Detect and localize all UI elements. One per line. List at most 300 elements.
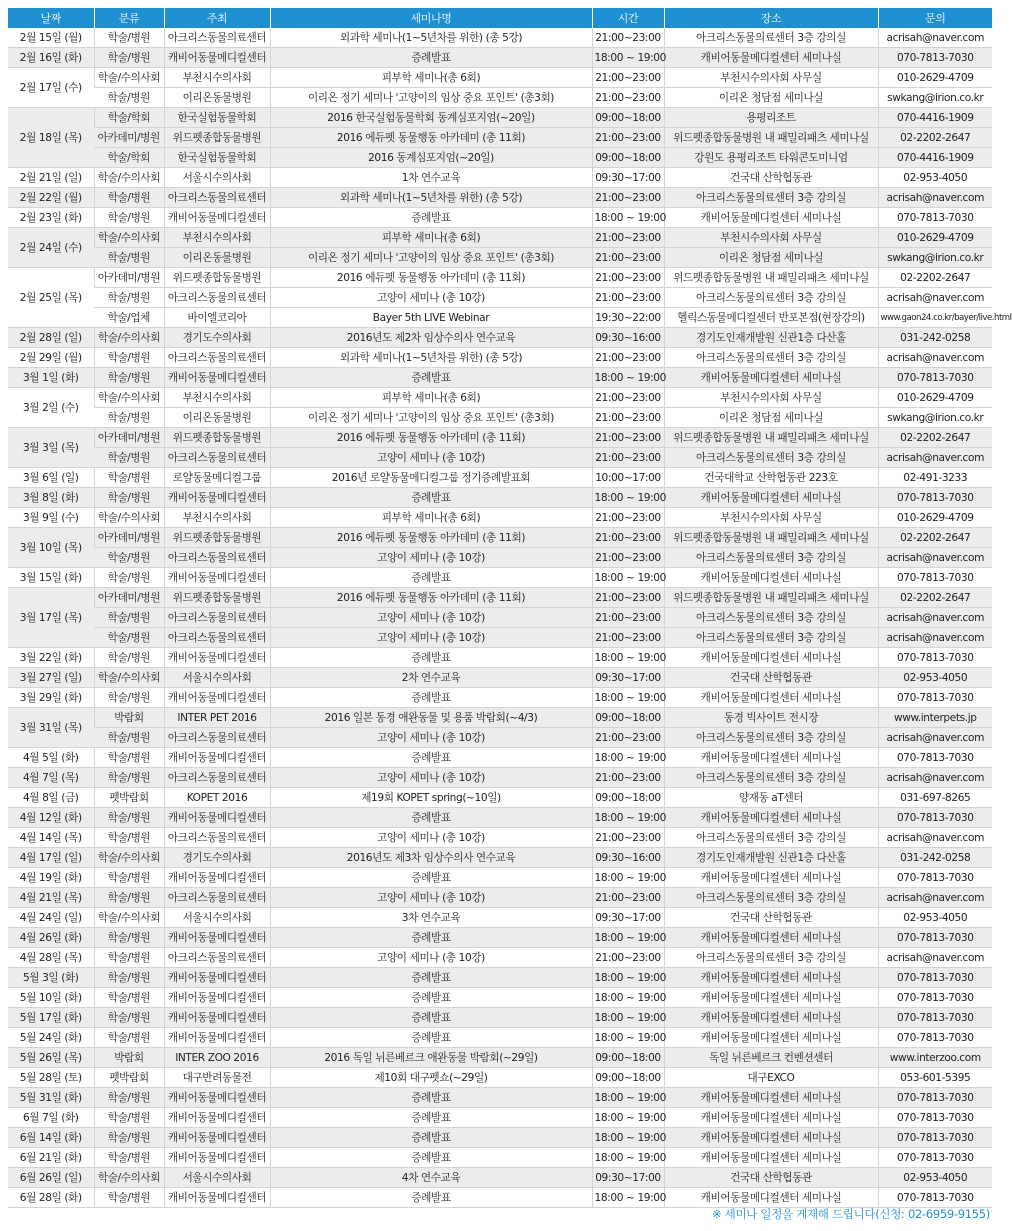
cell-category: 학술/수의사회: [94, 228, 164, 248]
cell-date: 6월 28일 (화): [8, 1188, 94, 1208]
cell-time: 21:00~23:00: [592, 68, 664, 88]
table-row: [8, 808, 992, 828]
cell-host: KOPET 2016: [164, 788, 270, 808]
cell-category: 학술/병원: [94, 208, 164, 228]
table-row: [8, 688, 992, 708]
cell-time: 18:00 ~ 19:00: [592, 568, 664, 588]
cell-time: 09:00~18:00: [592, 788, 664, 808]
cell-time: 18:00 ~ 19:00: [592, 968, 664, 988]
cell-contact: 070-7813-7030: [878, 1148, 992, 1168]
cell-time: 18:00 ~ 19:00: [592, 1128, 664, 1148]
cell-host: 캐비어동물메디컬센터: [164, 568, 270, 588]
cell-venue: 아크리스동물의료센터 3층 강의실: [664, 608, 878, 628]
cell-host: 서울시수의사회: [164, 1168, 270, 1188]
cell-venue: 양재동 aT센터: [664, 788, 878, 808]
table-row: [8, 308, 992, 328]
cell-time: 18:00 ~ 19:00: [592, 648, 664, 668]
cell-host: 아크리스동물의료센터: [164, 768, 270, 788]
cell-seminar-name: 증례발표: [270, 1008, 592, 1028]
cell-category: 학술/병원: [94, 28, 164, 48]
cell-time: 21:00~23:00: [592, 128, 664, 148]
cell-category: 학술/병원: [94, 988, 164, 1008]
cell-date: 6월 26일 (일): [8, 1168, 94, 1188]
cell-category: 학술/병원: [94, 408, 164, 428]
cell-category: 학술/병원: [94, 88, 164, 108]
table-row: [8, 28, 992, 48]
cell-venue: 캐비어동물메디컬센터 세미나실: [664, 568, 878, 588]
table-row: [8, 228, 992, 248]
cell-seminar-name: 2016 에듀펫 동물행동 아카데미 (총 11회): [270, 268, 592, 288]
cell-time: 21:00~23:00: [592, 888, 664, 908]
cell-seminar-name: 증례발표: [270, 748, 592, 768]
cell-date: 6월 21일 (화): [8, 1148, 94, 1168]
cell-seminar-name: 2016년도 제3차 임상수의사 연수교육: [270, 848, 592, 868]
cell-host: 아크리스동물의료센터: [164, 628, 270, 648]
cell-seminar-name: 고양이 세미나 (총 10강): [270, 288, 592, 308]
cell-seminar-name: 증례발표: [270, 1188, 592, 1208]
cell-time: 09:00~18:00: [592, 1068, 664, 1088]
cell-contact: 02-2202-2647: [878, 428, 992, 448]
cell-venue: 아크리스동물의료센터 3층 강의실: [664, 628, 878, 648]
cell-host: 부천시수의사회: [164, 388, 270, 408]
cell-date: 4월 5일 (화): [8, 748, 94, 768]
header-host: 주최: [164, 8, 270, 28]
cell-date: 3월 8일 (화): [8, 488, 94, 508]
cell-venue: 아크리스동물의료센터 3층 강의실: [664, 348, 878, 368]
cell-time: 21:00~23:00: [592, 188, 664, 208]
cell-category: 아카데미/병원: [94, 588, 164, 608]
cell-venue: 건국대 산학협동관: [664, 908, 878, 928]
cell-time: 21:00~23:00: [592, 88, 664, 108]
cell-time: 09:30~17:00: [592, 908, 664, 928]
cell-contact: 031-697-8265: [878, 788, 992, 808]
cell-venue: 위드펫종합동물병원 내 패밀리패츠 세미나실: [664, 128, 878, 148]
table-row: [8, 108, 992, 128]
cell-host: 위드펫종합동물병원: [164, 588, 270, 608]
cell-date: 5월 10일 (화): [8, 988, 94, 1008]
cell-contact: acrisah@naver.com: [878, 548, 992, 568]
table-header-row: [8, 8, 992, 28]
cell-date: 6월 7일 (화): [8, 1108, 94, 1128]
cell-contact: 02-953-4050: [878, 668, 992, 688]
table-row: [8, 1168, 992, 1188]
cell-venue: 아크리스동물의료센터 3층 강의실: [664, 188, 878, 208]
cell-seminar-name: Bayer 5th LIVE Webinar: [270, 308, 592, 328]
cell-time: 18:00 ~ 19:00: [592, 1088, 664, 1108]
cell-time: 21:00~23:00: [592, 408, 664, 428]
table-row: [8, 148, 992, 168]
cell-time: 18:00 ~ 19:00: [592, 1148, 664, 1168]
cell-contact: 02-491-3233: [878, 468, 992, 488]
cell-venue: 건국대학교 산학협동관 223호: [664, 468, 878, 488]
cell-category: 학술/병원: [94, 808, 164, 828]
cell-seminar-name: 4차 연수교육: [270, 1168, 592, 1188]
table-row: [8, 588, 992, 608]
cell-time: 18:00 ~ 19:00: [592, 868, 664, 888]
cell-category: 학술/병원: [94, 968, 164, 988]
cell-category: 학술/병원: [94, 1148, 164, 1168]
cell-time: 21:00~23:00: [592, 628, 664, 648]
cell-host: 캐비어동물메디컬센터: [164, 1028, 270, 1048]
cell-host: 캐비어동물메디컬센터: [164, 1088, 270, 1108]
cell-host: 한국실험동물학회: [164, 108, 270, 128]
cell-seminar-name: 피부학 세미나(총 6회): [270, 388, 592, 408]
cell-category: 학술/병원: [94, 1088, 164, 1108]
seminar-schedule-table: [8, 8, 1012, 1208]
table-row: [8, 348, 992, 368]
table-row: [8, 1048, 992, 1068]
cell-date: 4월 7일 (목): [8, 768, 94, 788]
cell-category: 아카데미/병원: [94, 268, 164, 288]
cell-contact: acrisah@naver.com: [878, 628, 992, 648]
cell-host: 캐비어동물메디컬센터: [164, 368, 270, 388]
cell-contact: 02-2202-2647: [878, 588, 992, 608]
cell-contact: 010-2629-4709: [878, 388, 992, 408]
cell-seminar-name: 증례발표: [270, 488, 592, 508]
cell-venue: 아크리스동물의료센터 3층 강의실: [664, 768, 878, 788]
cell-contact: 070-7813-7030: [878, 988, 992, 1008]
cell-date: 5월 24일 (화): [8, 1028, 94, 1048]
cell-category: 학술/병원: [94, 1108, 164, 1128]
cell-seminar-name: 고양이 세미나 (총 10강): [270, 888, 592, 908]
cell-category: 학술/병원: [94, 1028, 164, 1048]
cell-seminar-name: 고양이 세미나 (총 10강): [270, 948, 592, 968]
cell-seminar-name: 1차 연수교육: [270, 168, 592, 188]
table-row: [8, 1088, 992, 1108]
cell-host: 캐비어동물메디컬센터: [164, 688, 270, 708]
cell-host: 서울시수의사회: [164, 908, 270, 928]
cell-venue: 건국대 산학협동관: [664, 668, 878, 688]
cell-contact: acrisah@naver.com: [878, 348, 992, 368]
table-row: [8, 728, 992, 748]
cell-venue: 건국대 산학협동관: [664, 168, 878, 188]
cell-date: 4월 14일 (목): [8, 828, 94, 848]
cell-time: 21:00~23:00: [592, 768, 664, 788]
header-venue: 장소: [664, 8, 878, 28]
cell-venue: 캐비어동물메디컬센터 세미나실: [664, 648, 878, 668]
cell-category: 학술/병원: [94, 288, 164, 308]
cell-category: 학술/병원: [94, 828, 164, 848]
cell-venue: 위드펫종합동물병원 내 패밀리패츠 세미나실: [664, 588, 878, 608]
cell-venue: 캐비어동물메디컬센터 세미나실: [664, 1128, 878, 1148]
cell-category: 학술/병원: [94, 1128, 164, 1148]
cell-host: 이리온동물병원: [164, 248, 270, 268]
cell-time: 09:30~16:00: [592, 328, 664, 348]
cell-contact: 070-7813-7030: [878, 928, 992, 948]
cell-contact: acrisah@naver.com: [878, 728, 992, 748]
cell-venue: 위드펫종합동물병원 내 패밀리패츠 세미나실: [664, 268, 878, 288]
cell-seminar-name: 증례발표: [270, 688, 592, 708]
cell-category: 학술/수의사회: [94, 68, 164, 88]
cell-host: 아크리스동물의료센터: [164, 28, 270, 48]
cell-date: 3월 6일 (일): [8, 468, 94, 488]
cell-contact: 070-7813-7030: [878, 368, 992, 388]
cell-venue: 캐비어동물메디컬센터 세미나실: [664, 208, 878, 228]
cell-date: 4월 8일 (금): [8, 788, 94, 808]
cell-seminar-name: 증례발표: [270, 868, 592, 888]
cell-category: 학술/병원: [94, 888, 164, 908]
cell-seminar-name: 2016년 로얄동물메디컬그룹 정기증례발표회: [270, 468, 592, 488]
cell-host: 이리온동물병원: [164, 408, 270, 428]
table-row: [8, 248, 992, 268]
cell-category: 학술/병원: [94, 648, 164, 668]
cell-time: 21:00~23:00: [592, 268, 664, 288]
cell-venue: 아크리스동물의료센터 3층 강의실: [664, 28, 878, 48]
cell-host: 서울시수의사회: [164, 168, 270, 188]
cell-venue: 아크리스동물의료센터 3층 강의실: [664, 948, 878, 968]
cell-seminar-name: 고양이 세미나 (총 10강): [270, 628, 592, 648]
cell-time: 09:00~18:00: [592, 708, 664, 728]
cell-venue: 캐비어동물메디컬센터 세미나실: [664, 48, 878, 68]
table-row: [8, 408, 992, 428]
cell-date: 4월 26일 (화): [8, 928, 94, 948]
cell-host: 아크리스동물의료센터: [164, 608, 270, 628]
cell-contact: 070-7813-7030: [878, 48, 992, 68]
cell-contact: acrisah@naver.com: [878, 188, 992, 208]
cell-contact: 070-7813-7030: [878, 1108, 992, 1128]
cell-contact: 070-7813-7030: [878, 1128, 992, 1148]
cell-contact: 010-2629-4709: [878, 228, 992, 248]
cell-category: 학술/수의사회: [94, 508, 164, 528]
cell-date: 3월 2일 (수): [8, 388, 94, 428]
table-row: [8, 608, 992, 628]
cell-venue: 캐비어동물메디컬센터 세미나실: [664, 928, 878, 948]
table-row: [8, 968, 992, 988]
cell-date: 5월 3일 (화): [8, 968, 94, 988]
table-row: [8, 68, 992, 88]
cell-category: 아카데미/병원: [94, 428, 164, 448]
cell-venue: 부천시수의사회 사무실: [664, 388, 878, 408]
cell-seminar-name: 고양이 세미나 (총 10강): [270, 548, 592, 568]
cell-host: 캐비어동물메디컬센터: [164, 988, 270, 1008]
cell-seminar-name: 증례발표: [270, 208, 592, 228]
table-body: [8, 28, 1012, 1208]
cell-category: 학술/병원: [94, 928, 164, 948]
cell-time: 09:00~18:00: [592, 108, 664, 128]
cell-category: 학술/수의사회: [94, 328, 164, 348]
cell-host: 아크리스동물의료센터: [164, 888, 270, 908]
cell-seminar-name: 피부학 세미나(총 6회): [270, 508, 592, 528]
cell-contact: 053-601-5395: [878, 1068, 992, 1088]
cell-venue: 캐비어동물메디컬센터 세미나실: [664, 1028, 878, 1048]
cell-venue: 캐비어동물메디컬센터 세미나실: [664, 1088, 878, 1108]
cell-time: 18:00 ~ 19:00: [592, 48, 664, 68]
cell-time: 21:00~23:00: [592, 428, 664, 448]
cell-time: 18:00 ~ 19:00: [592, 368, 664, 388]
cell-seminar-name: 제19회 KOPET spring(~10일): [270, 788, 592, 808]
cell-host: 이리온동물병원: [164, 88, 270, 108]
table-row: [8, 708, 992, 728]
cell-seminar-name: 이리온 정기 세미나 '고양이의 임상 중요 포인트' (총3회): [270, 88, 592, 108]
cell-seminar-name: 증례발표: [270, 1028, 592, 1048]
cell-venue: 아크리스동물의료센터 3층 강의실: [664, 888, 878, 908]
cell-contact: 070-7813-7030: [878, 1188, 992, 1208]
table-row: [8, 168, 992, 188]
cell-time: 21:00~23:00: [592, 828, 664, 848]
cell-seminar-name: 2016 에듀펫 동물행동 아카데미 (총 11회): [270, 428, 592, 448]
cell-seminar-name: 증례발표: [270, 808, 592, 828]
cell-seminar-name: 증례발표: [270, 568, 592, 588]
cell-category: 학술/병원: [94, 448, 164, 468]
cell-category: 학술/학회: [94, 108, 164, 128]
table-row: [8, 1148, 992, 1168]
table-row: [8, 568, 992, 588]
table-row: [8, 748, 992, 768]
cell-time: 19:30~22:00: [592, 308, 664, 328]
table-row: [8, 828, 992, 848]
cell-seminar-name: 피부학 세미나(총 6회): [270, 228, 592, 248]
cell-time: 18:00 ~ 19:00: [592, 1008, 664, 1028]
cell-host: 캐비어동물메디컬센터: [164, 48, 270, 68]
table-row: [8, 648, 992, 668]
cell-venue: 아크리스동물의료센터 3층 강의실: [664, 828, 878, 848]
cell-category: 학술/병원: [94, 248, 164, 268]
table-row: [8, 768, 992, 788]
cell-date: 2월 16일 (화): [8, 48, 94, 68]
cell-venue: 아크리스동물의료센터 3층 강의실: [664, 548, 878, 568]
cell-date: 3월 22일 (화): [8, 648, 94, 668]
table-row: [8, 1068, 992, 1088]
cell-venue: 캐비어동물메디컬센터 세미나실: [664, 748, 878, 768]
cell-host: 캐비어동물메디컬센터: [164, 928, 270, 948]
cell-contact: acrisah@naver.com: [878, 828, 992, 848]
cell-host: 아크리스동물의료센터: [164, 728, 270, 748]
cell-time: 21:00~23:00: [592, 548, 664, 568]
cell-seminar-name: 외과학 세미나(1~5년차를 위한) (총 5강): [270, 28, 592, 48]
cell-category: 학술/병원: [94, 188, 164, 208]
cell-host: 캐비어동물메디컬센터: [164, 208, 270, 228]
cell-host: 서울시수의사회: [164, 668, 270, 688]
table-row: [8, 48, 992, 68]
cell-contact: www.gaon24.co.kr/bayer/live.html: [878, 308, 992, 328]
cell-time: 18:00 ~ 19:00: [592, 488, 664, 508]
table-row: [8, 1128, 992, 1148]
cell-host: 캐비어동물메디컬센터: [164, 1108, 270, 1128]
cell-contact: acrisah@naver.com: [878, 28, 992, 48]
cell-contact: www.interpets.jp: [878, 708, 992, 728]
table-row: [8, 488, 992, 508]
cell-venue: 동경 빅사이트 전시장: [664, 708, 878, 728]
header-category: 분류: [94, 8, 164, 28]
table-row: [8, 508, 992, 528]
cell-host: 위드펫종합동물병원: [164, 128, 270, 148]
cell-host: 위드펫종합동물병원: [164, 268, 270, 288]
table-row: [8, 848, 992, 868]
cell-date: 2월 28일 (일): [8, 328, 94, 348]
cell-venue: 강원도 용평리조트 타워콘도미니엄: [664, 148, 878, 168]
cell-contact: 070-7813-7030: [878, 868, 992, 888]
cell-host: INTER PET 2016: [164, 708, 270, 728]
cell-contact: swkang@irion.co.kr: [878, 408, 992, 428]
cell-host: 경기도수의사회: [164, 848, 270, 868]
cell-contact: acrisah@naver.com: [878, 288, 992, 308]
cell-contact: acrisah@naver.com: [878, 448, 992, 468]
table-row: [8, 528, 992, 548]
table-row: [8, 628, 992, 648]
cell-date: 2월 22일 (월): [8, 188, 94, 208]
cell-seminar-name: 고양이 세미나 (총 10강): [270, 608, 592, 628]
cell-seminar-name: 증례발표: [270, 1108, 592, 1128]
cell-date: 3월 10일 (목): [8, 528, 94, 568]
cell-category: 학술/병원: [94, 948, 164, 968]
cell-time: 09:30~17:00: [592, 168, 664, 188]
cell-contact: 070-7813-7030: [878, 208, 992, 228]
cell-seminar-name: 2016 에듀펫 동물행동 아카데미 (총 11회): [270, 128, 592, 148]
cell-host: 위드펫종합동물병원: [164, 428, 270, 448]
cell-date: 4월 24일 (일): [8, 908, 94, 928]
cell-seminar-name: 증례발표: [270, 1148, 592, 1168]
cell-venue: 부천시수의사회 사무실: [664, 228, 878, 248]
cell-seminar-name: 외과학 세미나(1~5년차를 위한) (총 5강): [270, 348, 592, 368]
cell-time: 21:00~23:00: [592, 448, 664, 468]
cell-time: 21:00~23:00: [592, 348, 664, 368]
cell-seminar-name: 고양이 세미나 (총 10강): [270, 828, 592, 848]
table-row: [8, 128, 992, 148]
table-row: [8, 268, 992, 288]
cell-date: 2월 24일 (수): [8, 228, 94, 268]
cell-contact: 070-7813-7030: [878, 968, 992, 988]
cell-contact: acrisah@naver.com: [878, 888, 992, 908]
cell-category: 아카데미/병원: [94, 128, 164, 148]
cell-venue: 대구EXCO: [664, 1068, 878, 1088]
cell-date: 3월 31일 (목): [8, 708, 94, 748]
cell-seminar-name: 고양이 세미나 (총 10강): [270, 768, 592, 788]
cell-category: 학술/병원: [94, 748, 164, 768]
cell-host: 대구반려동물전: [164, 1068, 270, 1088]
cell-date: 6월 14일 (화): [8, 1128, 94, 1148]
cell-contact: 070-7813-7030: [878, 648, 992, 668]
cell-time: 21:00~23:00: [592, 28, 664, 48]
cell-seminar-name: 증례발표: [270, 1088, 592, 1108]
header-seminar-name: 세미나명: [270, 8, 592, 28]
table-row: [8, 1008, 992, 1028]
cell-seminar-name: 2016 일본 동경 애완동물 및 용품 박람회(~4/3): [270, 708, 592, 728]
table-row: [8, 388, 992, 408]
cell-category: 학술/수의사회: [94, 848, 164, 868]
cell-category: 아카데미/병원: [94, 528, 164, 548]
cell-host: 캐비어동물메디컬센터: [164, 648, 270, 668]
cell-date: 5월 28일 (토): [8, 1068, 94, 1088]
cell-date: 3월 9일 (수): [8, 508, 94, 528]
cell-time: 21:00~23:00: [592, 388, 664, 408]
cell-contact: acrisah@naver.com: [878, 948, 992, 968]
cell-contact: 010-2629-4709: [878, 68, 992, 88]
cell-contact: 02-2202-2647: [878, 128, 992, 148]
cell-host: 부천시수의사회: [164, 68, 270, 88]
cell-time: 21:00~23:00: [592, 608, 664, 628]
cell-time: 21:00~23:00: [592, 588, 664, 608]
table-row: [8, 888, 992, 908]
cell-host: INTER ZOO 2016: [164, 1048, 270, 1068]
cell-date: 2월 23일 (화): [8, 208, 94, 228]
cell-venue: 이리온 청담점 세미나실: [664, 248, 878, 268]
cell-category: 박람회: [94, 1048, 164, 1068]
cell-venue: 부천시수의사회 사무실: [664, 68, 878, 88]
cell-date: 3월 27일 (일): [8, 668, 94, 688]
cell-time: 18:00 ~ 19:00: [592, 928, 664, 948]
cell-time: 21:00~23:00: [592, 508, 664, 528]
cell-venue: 캐비어동물메디컬센터 세미나실: [664, 808, 878, 828]
cell-time: 21:00~23:00: [592, 948, 664, 968]
cell-seminar-name: 제10회 대구펫쇼(~29일): [270, 1068, 592, 1088]
cell-category: 학술/병원: [94, 1188, 164, 1208]
cell-seminar-name: 2016 동계심포지엄(~20일): [270, 148, 592, 168]
table-row: [8, 668, 992, 688]
cell-date: 3월 29일 (화): [8, 688, 94, 708]
cell-date: 3월 15일 (화): [8, 568, 94, 588]
cell-category: 학술/병원: [94, 768, 164, 788]
cell-category: 학술/병원: [94, 348, 164, 368]
